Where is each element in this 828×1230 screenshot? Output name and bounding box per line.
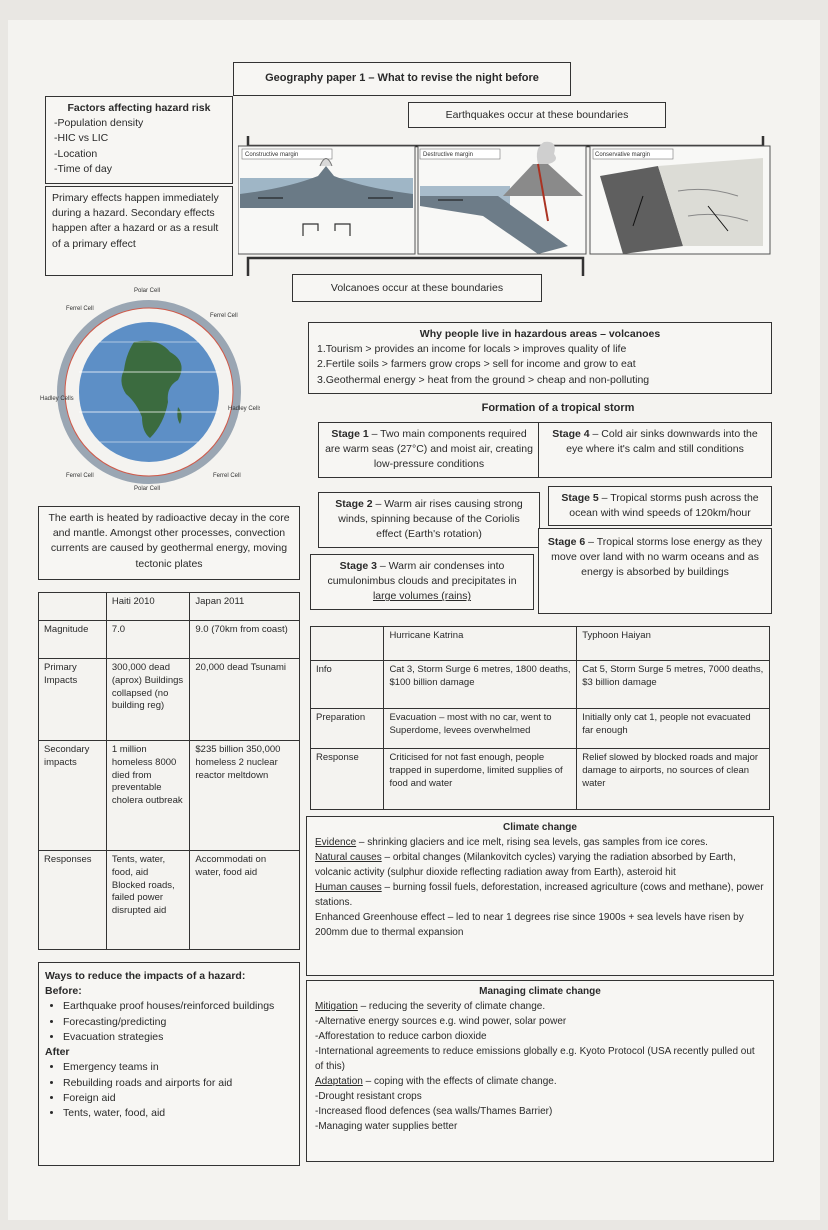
table-cell: Primary Impacts xyxy=(39,659,107,741)
before-label: Before: xyxy=(45,985,82,998)
stage-1-box xyxy=(318,422,540,478)
climate-evidence xyxy=(315,835,765,850)
volcano-reason-item: 1.Tourism > provides an income for locals > improves quality of life xyxy=(317,343,627,356)
after-list xyxy=(45,1060,293,1121)
ferrel-cell-tl-label: Ferrel Cell xyxy=(66,306,94,312)
list-item: -Managing water supplies better xyxy=(315,1121,458,1132)
reduce-impacts-title: Ways to reduce the impacts of a hazard: xyxy=(45,970,246,982)
table-cell: 20,000 dead Tsunami xyxy=(190,659,300,741)
polar-cell-bottom-label: Polar Cell xyxy=(134,486,161,492)
table-cell: Responses xyxy=(39,851,107,950)
plate-margins-svg xyxy=(238,136,773,276)
earthquake-table xyxy=(38,592,300,950)
plate-margins-diagram xyxy=(238,136,773,276)
stage-1-label: Stage 1 xyxy=(331,428,369,440)
table-header-cell: Japan 2011 xyxy=(190,593,300,621)
list-item: -International agreements to reduce emissions globally e.g. Kyoto Protocol (USA recently pulled out of this) xyxy=(315,1046,755,1072)
stage-1-text: – Two main components required are warm seas (27°C) and moist air, creating low-pressure conditions xyxy=(325,428,533,471)
volcano-reasons-box xyxy=(308,322,772,394)
managing-climate-title: Managing climate change xyxy=(479,986,601,997)
earthquake-label: Earthquakes occur at these boundaries xyxy=(408,102,666,128)
table-cell: Magnitude xyxy=(39,621,107,659)
stage-3-underlined-text: large volumes (rains) xyxy=(372,590,472,603)
table-cell: $235 billion 350,000 homeless 2 nuclear reactor meltdown xyxy=(190,741,300,851)
stage-4-label: Stage 4 xyxy=(552,428,590,440)
atmospheric-cells-diagram xyxy=(38,282,260,492)
effects-box: Primary effects happen immediately during a hazard. Secondary effects happen after a hazard or as a result of a primary effect xyxy=(45,186,233,276)
factors-title: Factors affecting hazard risk xyxy=(67,102,211,114)
climate-change-title: Climate change xyxy=(503,822,577,833)
human-causes-text: – burning fossil fuels, deforestation, increased agriculture (cows and methane), power stations. xyxy=(315,882,764,908)
table-cell: Cat 5, Storm Surge 5 metres, 7000 deaths, $3 billion damage xyxy=(577,661,770,709)
stage-6-label: Stage 6 xyxy=(547,536,586,548)
stage-5-label: Stage 5 xyxy=(561,492,599,504)
natural-causes-text: – orbital changes (Milankovitch cycles) varying the radiation absorbed by Earth, volcanic activity (sulphur dioxide reflecting radiation away from Earth), asteroid hit xyxy=(315,852,736,878)
volcano-reason-item: 3.Geothermal energy > heat from the ground > cheap and non-polluting xyxy=(317,373,650,386)
table-cell: Relief slowed by blocked roads and major damage to airports, no sources of clean water xyxy=(577,749,770,810)
factors-box xyxy=(45,96,233,184)
table-cell: Criticised for not fast enough, people trapped in superdome, limited supplies of food and water xyxy=(384,749,577,810)
table-cell: Secondary impacts xyxy=(39,741,107,851)
table-cell: 7.0 xyxy=(106,621,190,659)
reduce-impacts-box xyxy=(38,962,300,1166)
volcano-reasons-title: Why people live in hazardous areas – volcanoes xyxy=(419,328,661,340)
hadley-cells-right-label: Hadley Cells xyxy=(228,406,260,412)
after-label: After xyxy=(45,1046,70,1059)
stage-3-text: – Warm air condenses into cumulonimbus clouds and precipitates in xyxy=(327,560,517,588)
table-cell: Tents, water, food, aid Blocked roads, failed power disrupted aid xyxy=(106,851,190,950)
table-cell: 300,000 dead (aprox) Buildings collapsed (no building reg) xyxy=(106,659,190,741)
stage-6-text: – Tropical storms lose energy as they move over land with no warm oceans and as energy is absorbed by buildings xyxy=(551,536,763,579)
mitigation-label: Mitigation xyxy=(315,1001,358,1012)
table-cell: Evacuation – most with no car, went to Superdome, levees overwhelmed xyxy=(384,709,577,749)
earth-heat-box: The earth is heated by radioactive decay in the core and mantle. Amongst other processes, convection currents are caused by geothermal energy, moving tectonic plates xyxy=(38,506,300,580)
list-item: -Drought resistant crops xyxy=(315,1091,422,1102)
globe-svg xyxy=(38,282,260,492)
climate-natural-causes xyxy=(315,850,765,880)
mitigation xyxy=(315,999,765,1014)
stage-6-box xyxy=(538,528,772,614)
table-header-cell: Typhoon Haiyan xyxy=(577,627,770,661)
ferrel-cell-bl-label: Ferrel Cell xyxy=(66,473,94,479)
table-cell: Info xyxy=(311,661,384,709)
list-item: -Afforestation to reduce carbon dioxide xyxy=(315,1031,487,1042)
factors-item: -Location xyxy=(54,147,98,160)
hadley-cells-left-label: Hadley Cells xyxy=(40,396,74,402)
table-header-cell: Haiti 2010 xyxy=(106,593,190,621)
revision-sheet xyxy=(8,20,820,1220)
page-title: Geography paper 1 – What to revise the night before xyxy=(233,62,571,96)
list-item: • Tents, water, food, aid xyxy=(63,1106,293,1121)
table-cell: Initially only cat 1, people not evacuated far enough xyxy=(577,709,770,749)
list-item: • Earthquake proof houses/reinforced buildings xyxy=(63,999,293,1014)
table-cell: 1 million homeless 8000 died from preventable cholera outbreak xyxy=(106,741,190,851)
list-item: • Evacuation strategies xyxy=(63,1030,293,1045)
ferrel-cell-tr-label: Ferrel Cell xyxy=(210,313,238,319)
before-list xyxy=(45,999,293,1045)
constructive-margin-label: Constructive margin xyxy=(245,152,299,158)
managing-climate-box xyxy=(306,980,774,1162)
list-item: • Foreign aid xyxy=(63,1091,293,1106)
evidence-text: – shrinking glaciers and ice melt, rising sea levels, gas samples from ice cores. xyxy=(356,837,708,848)
stage-5-text: – Tropical storms push across the ocean with wind speeds of 120km/hour xyxy=(569,492,759,520)
table-cell: Cat 3, Storm Surge 6 metres, 1800 deaths, $100 billion damage xyxy=(384,661,577,709)
climate-change-box xyxy=(306,816,774,976)
volcano-reason-item: 2.Fertile soils > farmers grow crops > sell for income and grow to eat xyxy=(317,358,636,371)
conservative-margin-label: Conservative margin xyxy=(595,152,651,158)
evidence-label: Evidence xyxy=(315,837,357,848)
table-header-cell xyxy=(39,593,107,621)
stage-2-label: Stage 2 xyxy=(335,498,373,510)
table-cell: Response xyxy=(311,749,384,810)
table-header-cell xyxy=(311,627,384,661)
polar-cell-top-label: Polar Cell xyxy=(134,288,161,294)
list-item: -Alternative energy sources e.g. wind power, solar power xyxy=(315,1016,567,1027)
human-causes-label: Human causes xyxy=(315,882,382,893)
storm-formation-title: Formation of a tropical storm xyxy=(481,402,635,414)
list-item: • Emergency teams in xyxy=(63,1060,293,1075)
destructive-margin-label: Destructive margin xyxy=(423,152,474,158)
stage-4-text: – Cold air sinks downwards into the eye where it's calm and still conditions xyxy=(566,428,758,456)
volcano-label: Volcanoes occur at these boundaries xyxy=(292,274,542,302)
tropical-storm-table xyxy=(310,626,770,810)
natural-causes-label: Natural causes xyxy=(315,852,382,863)
adaptation-label: Adaptation xyxy=(315,1076,363,1087)
stage-2-text: – Warm air rises causing strong winds, spinning because of the Coriolis effect (Earth's rotation) xyxy=(338,498,523,541)
mitigation-text: – reducing the severity of climate change. xyxy=(357,1001,546,1012)
factors-item: -Time of day xyxy=(54,162,112,175)
list-item: -Increased flood defences (sea walls/Thames Barrier) xyxy=(315,1106,553,1117)
table-cell: 9.0 (70km from coast) xyxy=(190,621,300,659)
stage-3-box xyxy=(310,554,534,610)
list-item: • Forecasting/predicting xyxy=(63,1015,293,1030)
climate-human-causes xyxy=(315,880,765,910)
table-cell: Accommodati on water, food aid xyxy=(190,851,300,950)
climate-greenhouse: Enhanced Greenhouse effect – led to near 1 degrees rise since 1900s + sea levels have risen by 200mm due to thermal expansion xyxy=(315,912,744,938)
adaptation xyxy=(315,1074,765,1089)
stage-3-label: Stage 3 xyxy=(339,560,377,572)
stage-5-box xyxy=(548,486,772,526)
stage-4-box xyxy=(538,422,772,478)
list-item: • Rebuilding roads and airports for aid xyxy=(63,1076,293,1091)
factors-item: -HIC vs LIC xyxy=(54,132,109,145)
table-cell: Preparation xyxy=(311,709,384,749)
stage-2-box xyxy=(318,492,540,548)
table-header-cell: Hurricane Katrina xyxy=(384,627,577,661)
ferrel-cell-br-label: Ferrel Cell xyxy=(213,473,241,479)
adaptation-text: – coping with the effects of climate change. xyxy=(362,1076,557,1087)
factors-item: -Population density xyxy=(54,117,144,130)
